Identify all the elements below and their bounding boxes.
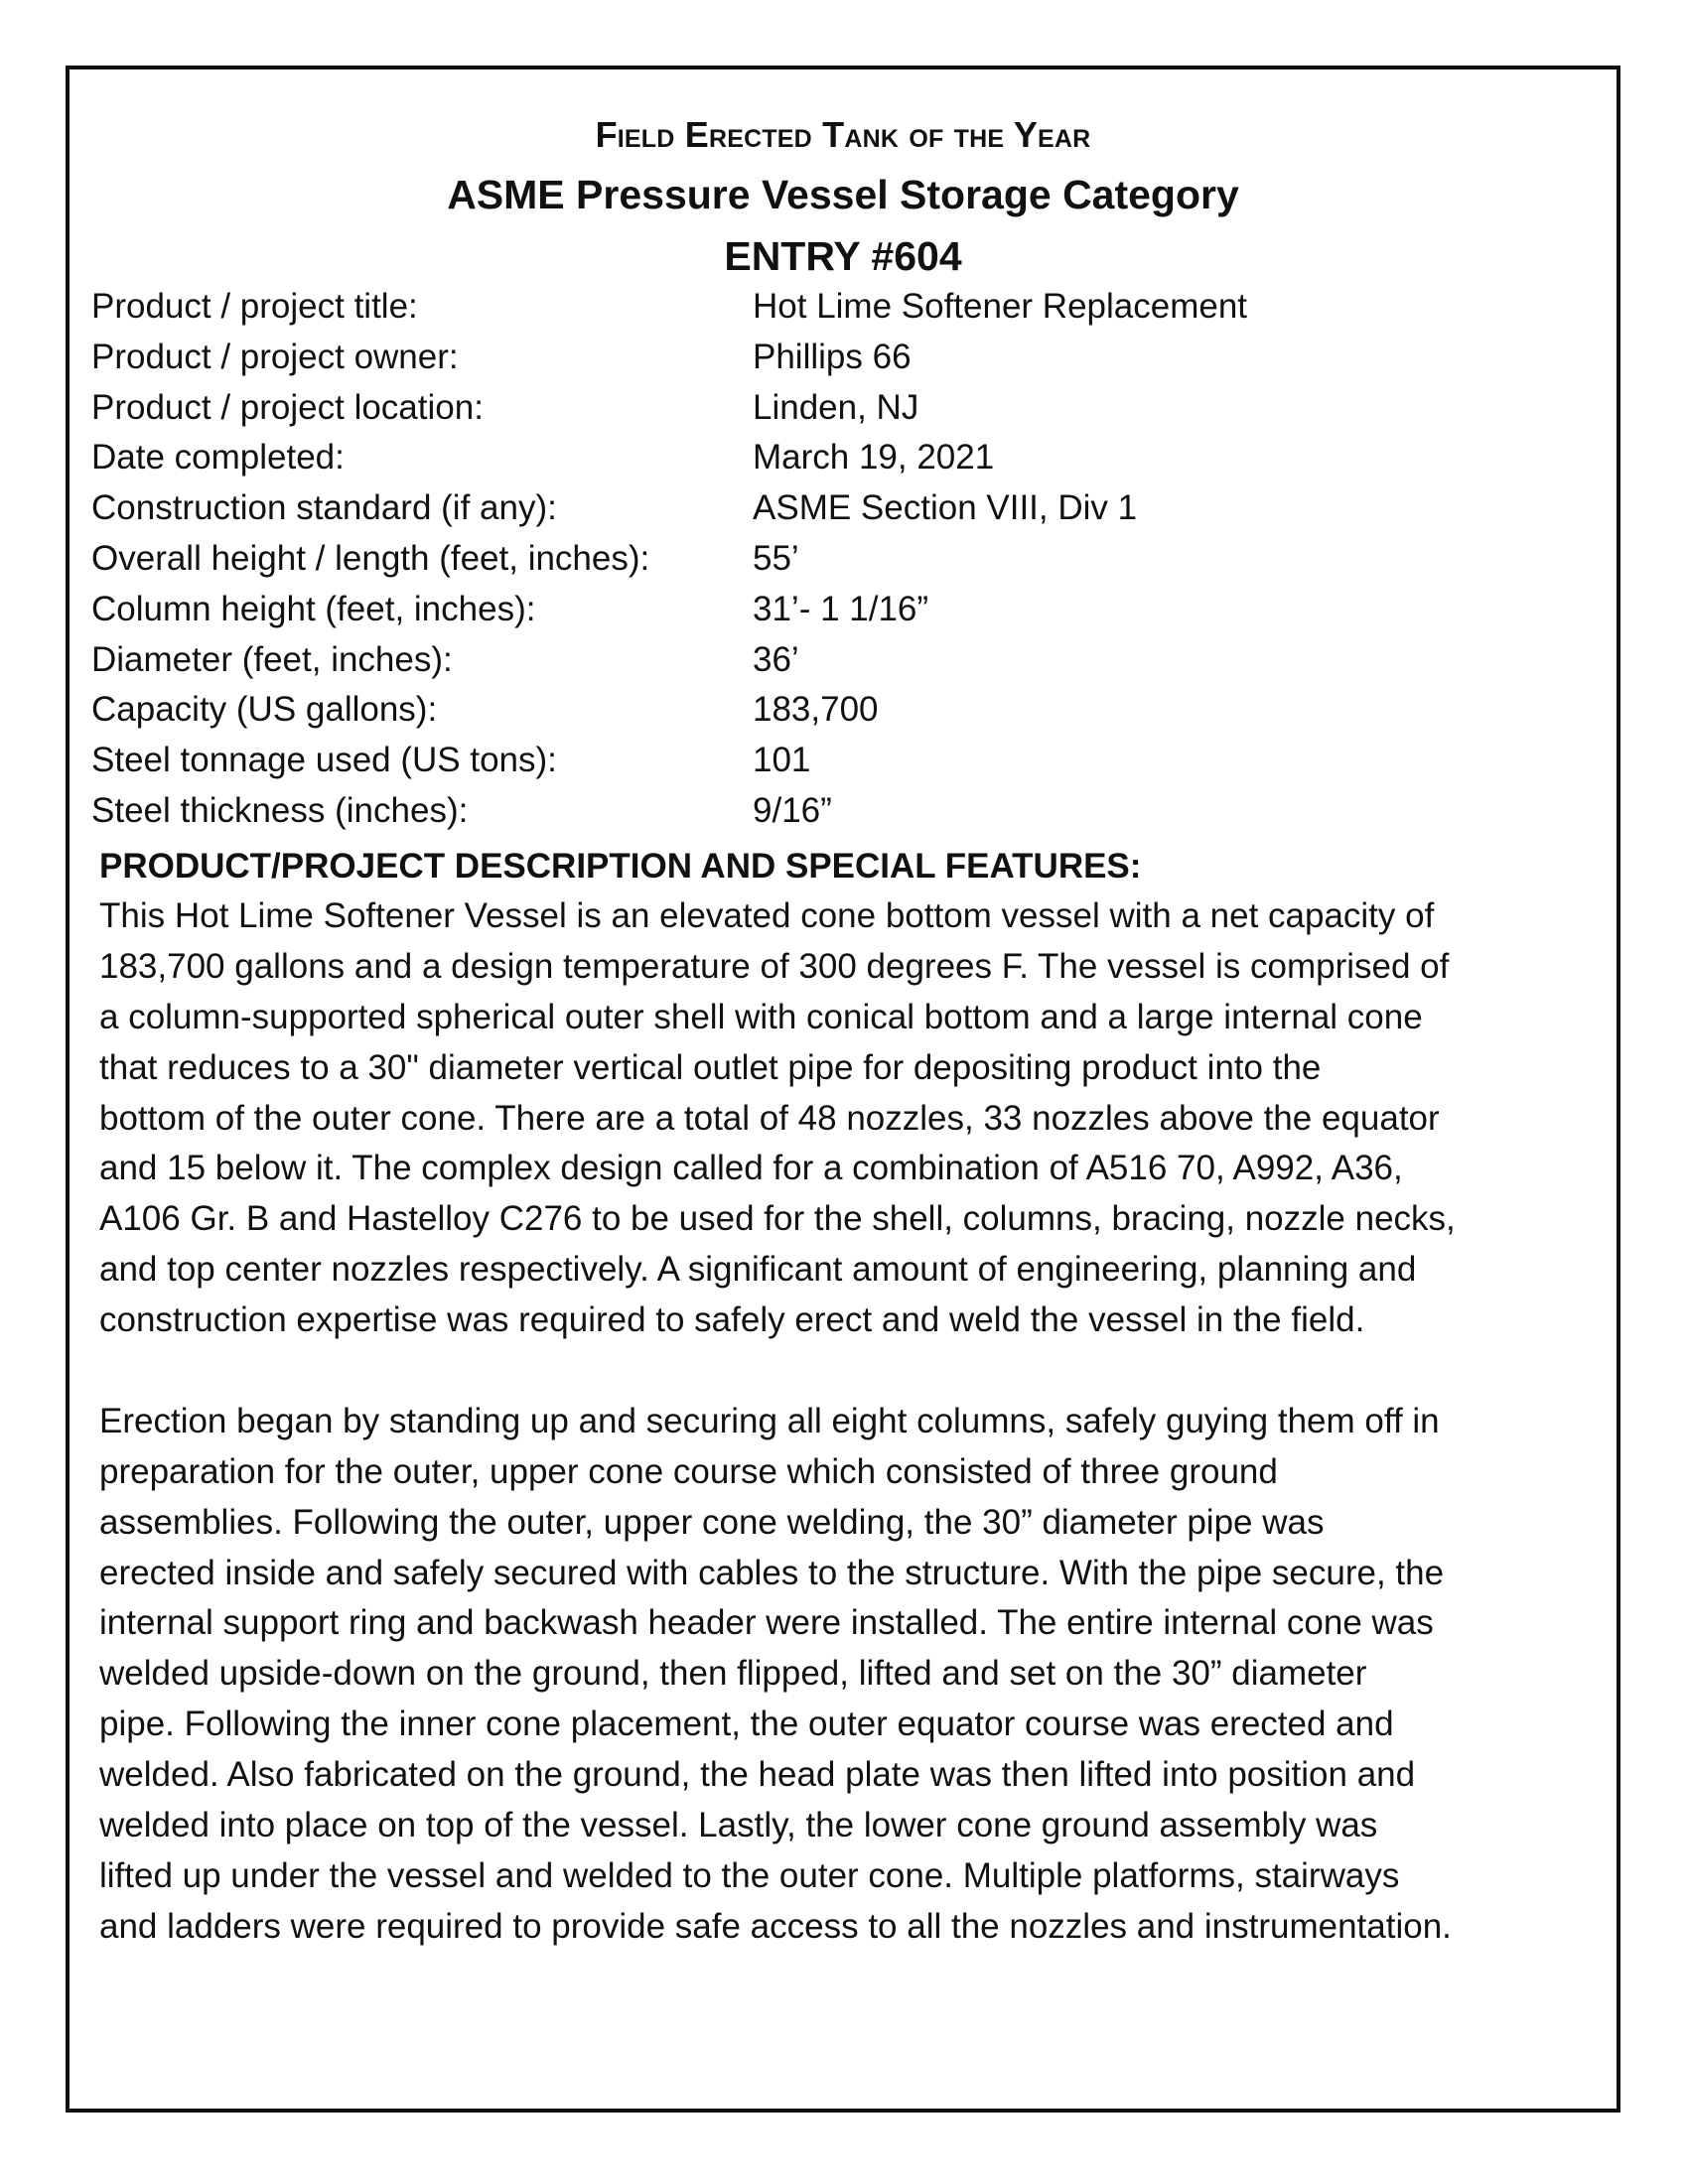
title-word: Year	[1013, 114, 1091, 155]
info-value: March 19, 2021	[753, 438, 995, 478]
text-line: This Hot Lime Softener Vessel is an elevated cone bottom vessel with a net capacity of	[99, 896, 1435, 935]
text-line: welded upside-down on the ground, then flipped, lifted and set on the 30” diameter	[99, 1654, 1367, 1694]
info-row-steel-thickness	[91, 786, 1581, 837]
info-row-column-height	[91, 585, 1581, 635]
info-label: Product / project title:	[91, 287, 418, 326]
info-value: 101	[753, 741, 811, 780]
description-paragraph	[99, 891, 1628, 1346]
text-line: and 15 below it. The complex design called for a combination of A516 70, A992, A36,	[99, 1149, 1403, 1188]
project-info-table	[91, 282, 1581, 837]
text-line: erected inside and safely secured with cables to the structure. With the pipe secure, the	[99, 1553, 1445, 1592]
info-row-title	[91, 282, 1581, 333]
info-row-diameter	[91, 635, 1581, 686]
info-row-capacity	[91, 685, 1581, 736]
info-value: 36’	[753, 639, 799, 679]
text-line: Erection began by standing up and securing all eight columns, safely guying them off in	[99, 1401, 1440, 1440]
info-value: 31’- 1 1/16”	[753, 589, 929, 628]
text-line: A106 Gr. B and Hastelloy C276 to be used for the shell, columns, bracing, nozzle necks,	[99, 1199, 1456, 1239]
text-line: that reduces to a 30" diameter vertical outlet pipe for depositing product into the	[99, 1047, 1322, 1087]
info-label: Column height (feet, inches):	[91, 589, 536, 628]
text-line: lifted up under the vessel and welded to the outer cone. Multiple platforms, stairways	[99, 1855, 1400, 1895]
info-value: ASME Section VIII, Div 1	[753, 488, 1138, 528]
info-label: Capacity (US gallons):	[91, 690, 438, 730]
info-label: Overall height / length (feet, inches):	[91, 538, 650, 578]
text-line: and top center nozzles respectively. A significant amount of engineering, planning and	[99, 1250, 1417, 1290]
title-word: Field	[595, 114, 675, 155]
text-line: 183,700 gallons and a design temperature of 300 degrees F. The vessel is comprised of	[99, 946, 1450, 986]
info-label: Product / project owner:	[91, 337, 459, 376]
document-title	[70, 113, 1617, 157]
info-value: Phillips 66	[753, 337, 912, 376]
info-row-overall-height	[91, 534, 1581, 585]
text-line: welded. Also fabricated on the ground, the head plate was then lifted into position and	[99, 1755, 1416, 1795]
info-label: Product / project location:	[91, 387, 484, 427]
description-body	[99, 891, 1628, 1953]
info-row-location	[91, 383, 1581, 434]
info-row-construction-standard	[91, 483, 1581, 534]
text-line: construction expertise was required to safely erect and weld the vessel in the field.	[99, 1300, 1365, 1340]
text-line: welded into place on top of the vessel. Lastly, the lower cone ground assembly was	[99, 1806, 1378, 1845]
text-line: pipe. Following the inner cone placement, the outer equator course was erected and	[99, 1705, 1394, 1744]
info-value: 183,700	[753, 690, 879, 730]
info-value: 9/16”	[753, 790, 832, 830]
info-row-owner	[91, 333, 1581, 383]
entry-number: ENTRY #604	[724, 233, 962, 279]
info-value: Hot Lime Softener Replacement	[753, 287, 1248, 326]
info-row-steel-tonnage	[91, 736, 1581, 786]
info-label: Date completed:	[91, 438, 345, 478]
info-value: Linden, NJ	[753, 387, 919, 427]
title-word: of	[909, 114, 944, 155]
description-paragraph	[99, 1397, 1628, 1953]
info-label: Steel thickness (inches):	[91, 790, 469, 830]
text-line: a column-supported spherical outer shell with conical bottom and a large internal cone	[99, 997, 1423, 1036]
description-heading: PRODUCT/PROJECT DESCRIPTION AND SPECIAL FEATURES:	[99, 847, 1142, 886]
category-title: ASME Pressure Vessel Storage Category	[447, 172, 1239, 217]
text-line: internal support ring and backwash header were installed. The entire internal cone was	[99, 1603, 1434, 1643]
text-line: assemblies. Following the outer, upper cone welding, the 30” diameter pipe was	[99, 1502, 1325, 1542]
title-word: Erected	[684, 114, 812, 155]
paragraph-spacer	[99, 1346, 1628, 1397]
info-value: 55’	[753, 538, 799, 578]
title-word: Tank	[822, 114, 900, 155]
info-label: Construction standard (if any):	[91, 488, 557, 528]
info-label: Diameter (feet, inches):	[91, 639, 453, 679]
text-line: and ladders were required to provide safe access to all the nozzles and instrumentation.	[99, 1906, 1452, 1946]
title-word: the	[953, 114, 1005, 155]
text-line: preparation for the outer, upper cone course which consisted of three ground	[99, 1451, 1278, 1491]
text-line: bottom of the outer cone. There are a total of 48 nozzles, 33 nozzles above the equator	[99, 1098, 1440, 1138]
info-row-date-completed	[91, 433, 1581, 483]
info-label: Steel tonnage used (US tons):	[91, 741, 557, 780]
document-border	[66, 66, 1620, 2113]
